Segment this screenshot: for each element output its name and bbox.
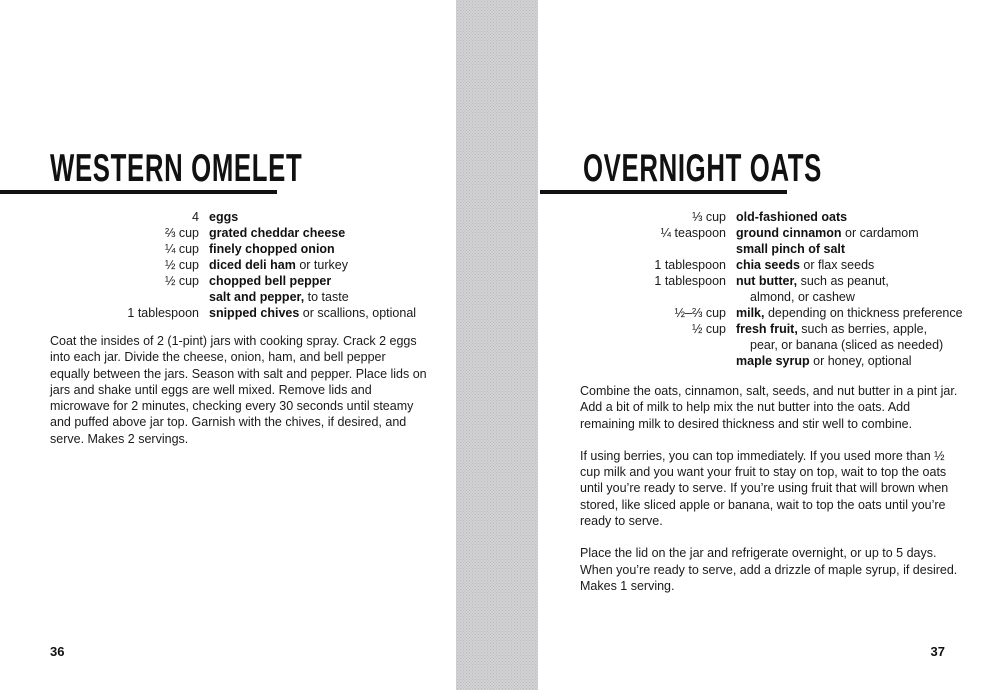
- ingredient-quantity: ½–⅔ cup: [674, 306, 726, 320]
- ingredient-text: diced deli ham or turkey: [209, 258, 348, 272]
- title-underline-right: [540, 190, 787, 194]
- ingredient-row: [580, 353, 975, 369]
- ingredient-quantity: 1 tablespoon: [654, 258, 726, 272]
- ingredient-row: [50, 289, 450, 305]
- recipe-title-overnight-oats: OVERNIGHT OATS: [583, 147, 823, 190]
- method-paragraph: If using berries, you can top immediately. If you used more than ½ cup milk and you want your fruit to stay on top, wait to top the oats until you’re ready to serve. If you’re using fruit that will brown when stored, like sliced apple or banana, wait to top the oats until you’re ready to serve.: [580, 448, 949, 529]
- ingredients-list-western-omelet: [50, 209, 450, 321]
- method-paragraph: Place the lid on the jar and refrigerate overnight, or up to 5 days. When you’re ready to serve, add a drizzle of maple syrup, if desired. Makes 1 serving.: [580, 546, 958, 593]
- ingredient-row: [580, 241, 975, 257]
- book-gutter: [456, 0, 538, 690]
- ingredients-list-overnight-oats: [580, 209, 975, 369]
- ingredient-quantity: ¼ cup: [164, 242, 199, 256]
- ingredient-row: [50, 257, 450, 273]
- method-paragraph: Combine the oats, cinnamon, salt, seeds, and nut butter in a pint jar. Add a bit of milk to help mix the nut butter into the oats. Add remaining milk to desired thickness and stir well to combine.: [580, 384, 958, 431]
- ingredient-quantity: ½ cup: [691, 322, 726, 336]
- ingredient-row: [580, 209, 975, 225]
- page-number-36: 36: [50, 644, 65, 659]
- ingredient-row: [50, 209, 450, 225]
- ingredient-text: eggs: [209, 210, 239, 224]
- ingredient-text: fresh fruit, such as berries, apple, pear, or banana (sliced as needed): [736, 321, 975, 353]
- page-number-37: 37: [930, 644, 945, 659]
- ingredient-row: [50, 273, 450, 289]
- ingredient-row: [50, 241, 450, 257]
- ingredient-quantity: 4: [192, 210, 199, 224]
- ingredient-text: maple syrup or honey, optional: [736, 354, 912, 368]
- method-paragraph: Coat the insides of 2 (1-pint) jars with cooking spray. Crack 2 eggs into each jar. Divide the cheese, onion, ham, and bell pepper equally between the jars. Season with salt and pepper. Place lids on jars and shake until eggs are well mixed. Remove lids and microwave for 2 minutes, checking every 30 seconds until steamy and puffed above jar top. Garnish with the chives, if desired, and serve. Makes 2 servings.: [50, 334, 427, 446]
- ingredient-quantity: ⅓ cup: [691, 210, 726, 224]
- ingredient-quantity: 1 tablespoon: [127, 306, 199, 320]
- ingredient-text: snipped chives or scallions, optional: [209, 306, 417, 320]
- ingredient-text: chia seeds or flax seeds: [736, 258, 875, 272]
- recipe-title-western-omelet: WESTERN OMELET: [50, 147, 303, 190]
- ingredient-text: finely chopped onion: [209, 242, 335, 256]
- ingredient-row: [580, 257, 975, 273]
- ingredient-continuation: almond, or cashew: [750, 290, 855, 304]
- ingredient-row: [50, 225, 450, 241]
- ingredient-quantity: ¼ teaspoon: [660, 226, 726, 240]
- ingredient-text: chopped bell pepper: [209, 274, 332, 288]
- title-underline-left: [0, 190, 277, 194]
- ingredient-quantity: ⅔ cup: [164, 226, 199, 240]
- ingredient-row: [580, 273, 975, 305]
- ingredient-text: nut butter, such as peanut, almond, or cashew: [736, 273, 975, 305]
- ingredient-continuation: pear, or banana (sliced as needed): [750, 338, 944, 352]
- ingredient-row: [50, 305, 450, 321]
- ingredient-row: [580, 305, 975, 321]
- method-overnight-oats: [580, 383, 968, 594]
- method-western-omelet: [50, 333, 428, 447]
- ingredient-text: small pinch of salt: [736, 242, 846, 256]
- ingredient-text: salt and pepper, to taste: [209, 290, 349, 304]
- ingredient-text: ground cinnamon or cardamom: [736, 226, 919, 240]
- ingredient-quantity: ½ cup: [164, 274, 199, 288]
- ingredient-text: old-fashioned oats: [736, 210, 848, 224]
- ingredient-text: grated cheddar cheese: [209, 226, 346, 240]
- ingredient-quantity: 1 tablespoon: [654, 274, 726, 288]
- ingredient-quantity: ½ cup: [164, 258, 199, 272]
- ingredient-row: [580, 225, 975, 241]
- ingredient-text: milk, depending on thickness preference: [736, 306, 963, 320]
- ingredient-row: [580, 321, 975, 353]
